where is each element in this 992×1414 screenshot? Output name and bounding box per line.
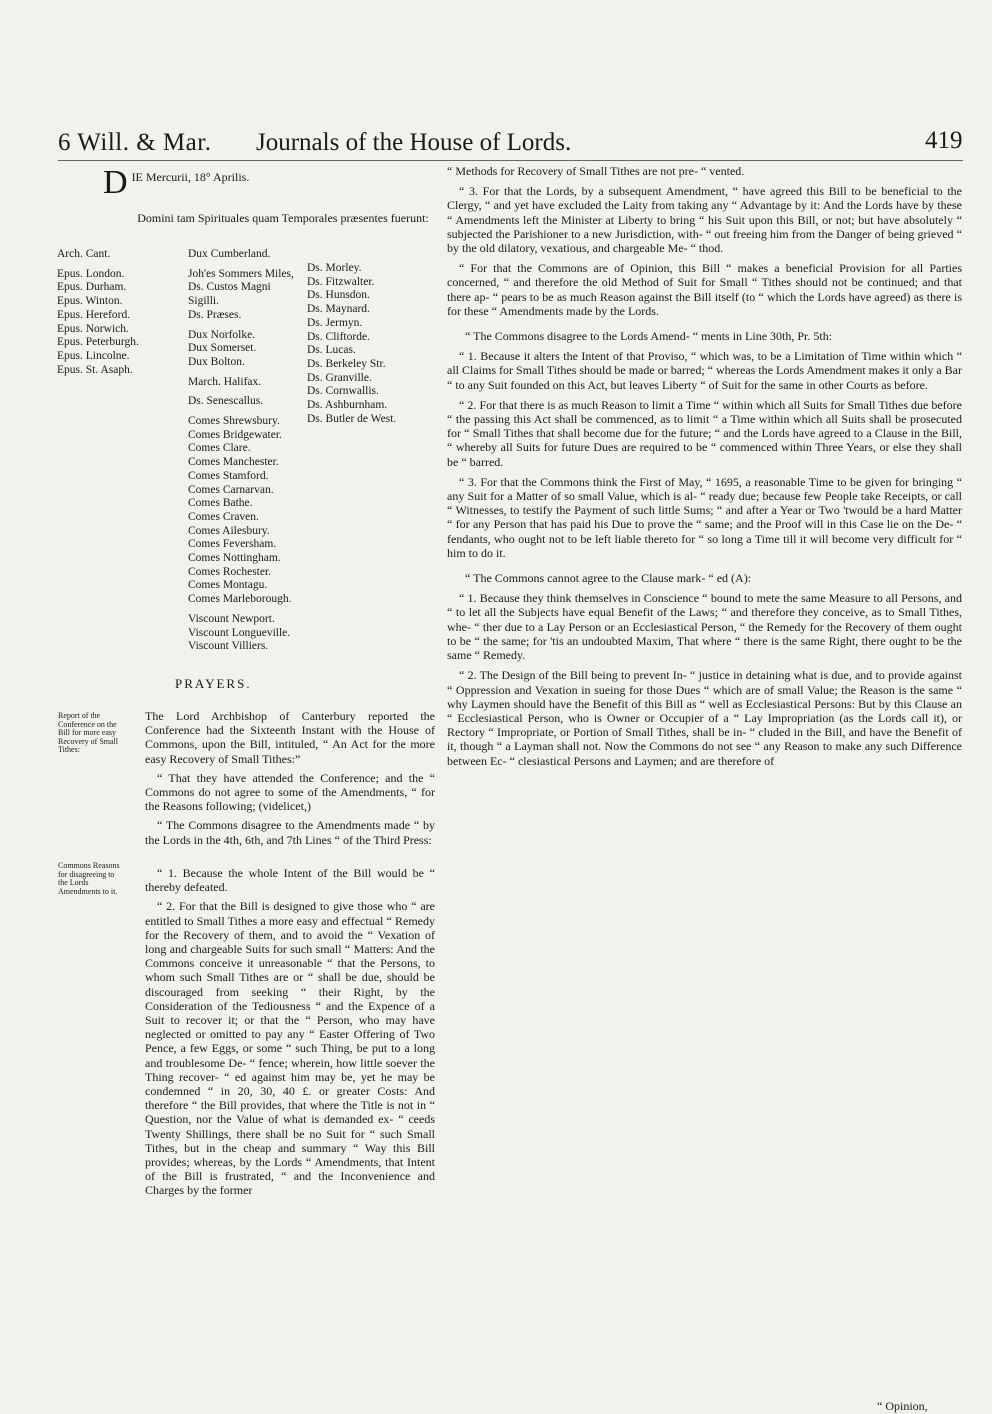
right-paragraph: “ 1. Because it alters the Intent of that Proviso, “ which was, to be a Limitation of Time within which “ all Claims for Small Tithes should be made or barred; “ whereas the Lords Amendment makes it only a Bar “ to any Suit founded on this Act, but leaves Liberty “ of Suit for the same in other Courts as before. — [447, 349, 962, 392]
attendee-name: March. Halifax. — [188, 375, 262, 388]
attendee-name: Ds. Morley. — [307, 262, 362, 274]
header-rule — [58, 160, 963, 161]
session-date — [103, 164, 250, 201]
right-paragraph: “ 3. For that the Lords, by a subsequent Amendment, “ have agreed this Bill to be beneficial to the Clergy, “ and yet have excluded the Laity from taking any “ Advantage by it: And the Lords have by these “ Amendments left the Minister at Liberty to bring “ his Suit upon this Bill, or not; but have absolutely “ subjected the Parishioner to a new Jurisdiction, with- “ out freeing him from the Danger of being grieved “ by the old dilatory, vexatious, and chargeable Me- “ thod. — [447, 184, 962, 256]
attendee-name: Ds. Hunsdon. — [307, 289, 370, 302]
attendee-name: Comes Marleborough. — [188, 593, 292, 606]
report-paragraph: “ That they have attended the Conference; and the “ Commons do not agree to some of the Amendments, “ for the Reasons following; (videlicet,) — [145, 770, 435, 814]
report-paragraph: “ The Commons disagree to the Amendments made “ by the Lords in the 4th, 6th, and 7th Lines “ of the Third Press: — [145, 818, 435, 847]
attendee-name: Epus. Lincolne. — [57, 349, 130, 362]
attendee-name: Ds. Fitzwalter. — [307, 275, 375, 288]
running-head-regnal-year: 6 Will. & Mar. — [58, 129, 212, 156]
attendee-name: Comes Rochester. — [188, 565, 272, 578]
attendee-name: Comes Bridgewater. — [188, 428, 282, 441]
right-paragraph: “ 1. Because they think themselves in Conscience “ bound to mete the same Measure to all Persons, and “ to let all the Subjects have equal Benefit of the Laws; “ and therefore they conceive, as to Small Tithes, whe- “ ther due to a Lay Person or an Ecclesiastical Person, “ the Remedy for the Recovery of them ought to be “ the same; for 'tis an undoubted Maxim, That where “ there is the same Right, there ought to be the same “ Remedy. — [447, 591, 962, 663]
attendee-name: Comes Ailesbury. — [188, 524, 270, 537]
right-paragraph: “ 2. For that there is as much Reason to limit a Time “ within which all Suits for Small Tithes due before “ the passing this Act shall be commenced, as to limit “ a Time within which all Suits shall be prosecuted for “ Small Tithes that shall become due for the future; “ and the Lords have agreed to a Clause in the Bill, “ whereby all Suits for future Dues are required to be “ commenced within Three Years, or else they shall be “ barred. — [447, 397, 962, 469]
drop-cap: D — [103, 164, 128, 201]
margin-note-reasons: Commons Reasons for disagreeing to the Lords Amendments to it. — [58, 861, 120, 896]
reasons-text — [145, 866, 435, 1203]
attendee-name: Viscount Newport. — [188, 612, 275, 625]
attendee-name: Ds. Senescallus. — [188, 395, 264, 408]
attendee-name: Viscount Villiers. — [188, 640, 269, 653]
reason-paragraph: “ 2. For that the Bill is designed to give those who “ are entitled to Small Tithes a more easy and effectual “ Remedy for the Recovery of them, and to avoid the “ Vexation of long and chargeable Suits for such small “ Matters: And the Commons conceive it unreasonable “ that the Persons, to whom such Small Tithes are or “ shall be due, should be discouraged from seeking “ their Right, by the Consideration of the Tediousness “ and the Expence of a Suit to recover it; or that the “ Person, who may have neglected or omitted to pay any “ Easter Offering of Two Pence, a few Eggs, or some “ such Thing, be put to a long and troublesome De- “ fence; wherein, how little soever the Thing recover- “ ed against him may be, yet he may be condemned “ in 20, 30, 40 £. or greater Costs: And therefore “ the Bill provides, that where the Title is not in “ Question, nor the Value of what is demanded ex- “ ceeds Twenty Shillings, there shall be no Suit for “ such Small Tithes, but in the cheap and summary “ Way this Bill provides; whereas, by the Lords “ Amendments, that Intent of the Bill is frustrated, “ and the Inconvenience and Charges by the former — [145, 899, 435, 1198]
attendee-name: Ds. Cliftorde. — [307, 330, 370, 343]
attendee-name: Epus. Norwich. — [57, 322, 129, 335]
attendee-name: Epus. Peterburgh. — [57, 336, 139, 349]
attendee-name: Joh'es Sommers Miles, — [188, 267, 294, 280]
report-paragraph: The Lord Archbishop of Canterbury reported the Conference had the Sixteenth Instant with the House of Commons, upon the Bill, intituled, “ An Act for the more easy Recovery of Small Tithes:” — [145, 709, 435, 766]
attendee-name: Epus. St. Asaph. — [57, 363, 133, 376]
right-subheading: “ The Commons cannot agree to the Clause mark- “ ed (A): — [465, 571, 752, 586]
right-paragraph: “ 2. The Design of the Bill being to prevent In- “ justice in detaining what is due, and to provide against “ Oppression and Vexation in sueing for those Dues “ which are of small Value; the Reason is the same “ why Laymen should have the Benefit of this Bill as “ well as Ecclesiastical Persons: But by this Clause an “ Ecclesiastical Person, who is Owner or Occupier of a “ Lay Impropriation (as the Lords call it), or Rectory “ Impropriate, or Portion of Small Tithes, shall be in- “ cluded in the Bill, and have the Benefit of it, though “ a Layman shall not. Now the Commons do not see “ any Reason to make any such Difference between Ec- “ clesiastical Persons and Laymen; and are therefore of — [447, 668, 962, 768]
session-date-text: IE Mercurii, 18° Aprilis. — [131, 170, 250, 184]
attendee-name: Ds. Granville. — [307, 371, 372, 384]
attendee-name: Comes Bathe. — [188, 497, 253, 510]
attendee-name: Comes Nottingham. — [188, 552, 281, 565]
attendance-column-bishops — [57, 248, 139, 377]
attendee-name: Ds. Berkeley Str. — [307, 357, 386, 370]
attendance-column-peers — [188, 248, 294, 654]
attendee-name: Ds. Custos Magni — [188, 281, 271, 294]
attendee-name: Dux Norfolke. — [188, 328, 256, 341]
attendee-name: Dux Bolton. — [188, 355, 245, 368]
right-column-text — [447, 164, 962, 774]
attendee-name: Comes Stamford. — [188, 469, 269, 482]
right-subheading: “ The Commons disagree to the Lords Amend- “ ments in Line 30th, Pr. 5th: — [465, 329, 833, 344]
attendee-name: Ds. Cornwallis. — [307, 385, 379, 398]
attendance-column-barons — [307, 262, 396, 426]
attendee-name: Comes Shrewsbury. — [188, 415, 280, 428]
attendee-name: Epus. Durham. — [57, 281, 127, 294]
attendee-name: Sigilli. — [188, 295, 219, 308]
attendee-name: Comes Craven. — [188, 510, 259, 523]
reason-paragraph: “ 1. Because the whole Intent of the Bill would be “ thereby defeated. — [145, 866, 435, 895]
right-paragraph: “ For that the Commons are of Opinion, this Bill “ makes a beneficial Provision for all Parties concerned, “ and therefore the old Method of Suit for Small “ Tithes should not be continued; and that there ap- “ pears to be as much Reason against the Bill itself (to “ which the Lords have agreed) as there is for these “ Amendments made by the Lords. — [447, 261, 962, 318]
right-paragraph: “ Methods for Recovery of Small Tithes are not pre- “ vented. — [447, 164, 745, 178]
attendee-name: Epus. Hereford. — [57, 308, 131, 321]
attendee-name: Comes Manchester. — [188, 456, 279, 469]
attendee-name: Ds. Lucas. — [307, 344, 356, 357]
running-head-title: Journals of the House of Lords. — [256, 129, 572, 156]
attendee-name: Comes Montagu. — [188, 579, 268, 592]
attendance-heading: Domini tam Spirituales quam Temporales præsentes fuerunt: — [137, 211, 429, 225]
attendee-name: Ds. Ashburnham. — [307, 399, 388, 412]
attendee-name: Epus. Winton. — [57, 295, 123, 308]
attendee-name: Comes Carnarvan. — [188, 483, 274, 496]
attendee-name: Comes Feversham. — [188, 538, 277, 551]
attendee-name: Ds. Præses. — [188, 308, 242, 321]
prayers-heading: PRAYERS. — [175, 676, 252, 691]
attendee-name: Dux Somerset. — [188, 342, 257, 355]
attendee-name: Ds. Maynard. — [307, 303, 370, 316]
attendee-name: Arch. Cant. — [57, 248, 111, 260]
margin-note-report: Report of the Conference on the Bill for more easy Recovery of Small Tithes: — [58, 711, 118, 755]
attendee-name: Dux Cumberland. — [188, 248, 271, 260]
right-paragraph: “ 3. For that the Commons think the First of May, “ 1695, a reasonable Time to be given for bringing “ any Suit for a Matter of so small Value, which is al- “ ready due; because few People take Receipts, or call “ Witnesses, to testify the Payment of such little Sums; “ and after a Year or Two 'twould be a hard Matter “ for any Person that has paid his Due to prove the “ same; and the Proof will in this Case lie on the De- “ fendants, who ought not to be left liable thereto for “ so long a Time till it will become very difficult for “ him to do it. — [447, 474, 962, 560]
attendee-name: Ds. Jermyn. — [307, 316, 363, 329]
attendee-name: Viscount Longueville. — [188, 626, 291, 639]
page-number: 419 — [925, 127, 963, 154]
catchword: “ Opinion, — [877, 1399, 928, 1413]
report-text — [145, 709, 435, 852]
attendee-name: Epus. London. — [57, 267, 125, 280]
attendee-name: Ds. Butler de West. — [307, 412, 397, 425]
attendee-name: Comes Clare. — [188, 442, 251, 455]
